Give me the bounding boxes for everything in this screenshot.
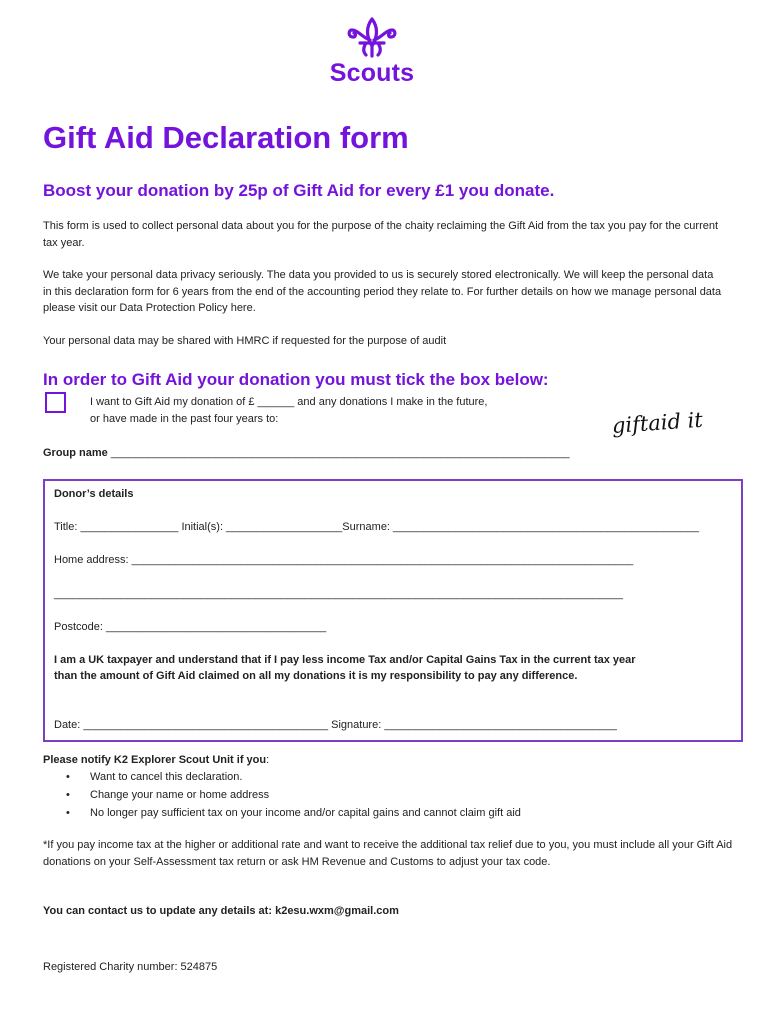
- higher-rate-footnote: *If you pay income tax at the higher or additional rate and want to receive the additional tax relief due to you, you must include all your Gift Aid donations on your Self-Assessment tax return or ask HM Revenue and Customs to adjust your tax code.: [43, 839, 733, 868]
- initials-label: Initial(s):: [181, 521, 223, 533]
- giftaid-it-logo: giftaid it: [611, 407, 704, 438]
- title-label: Title:: [54, 521, 78, 533]
- taxpayer-statement: [54, 652, 636, 684]
- donor-details-heading: Donor’s details: [54, 488, 134, 500]
- group-name-blank: ___________________________________________________________________________: [107, 447, 570, 459]
- contact-line: [43, 903, 399, 919]
- title-blank: ________________: [77, 521, 182, 533]
- charity-number: Registered Charity number: 524875: [43, 961, 218, 973]
- surname-blank: __________________________________________________: [390, 521, 699, 533]
- declaration-text: [90, 394, 487, 427]
- date-label: Date:: [54, 719, 81, 731]
- surname-label: Surname:: [342, 521, 390, 533]
- intro-paragraph-hmrc: Your personal data may be shared with HMRC if requested for the purpose of audit: [43, 335, 447, 347]
- page-title: Gift Aid Declaration form: [43, 120, 409, 155]
- home-address-field[interactable]: [54, 552, 633, 568]
- home-address-blank: __________________________________________________________________________________: [128, 554, 634, 566]
- date-blank: ________________________________________: [80, 719, 332, 731]
- signature-label: Signature:: [331, 719, 382, 731]
- scouts-wordmark: Scouts: [329, 59, 415, 87]
- notify-heading: [43, 752, 269, 768]
- list-item: • No longer pay sufficient tax on your income and/or capital gains and cannot claim gift aid: [43, 804, 521, 822]
- initials-blank: ___________________: [223, 521, 343, 533]
- taxpayer-statement-line-2: than the amount of Gift Aid claimed on all my donations it is my responsibility to pay any difference.: [54, 670, 578, 682]
- gift-aid-checkbox[interactable]: [45, 392, 66, 413]
- intro-paragraph-privacy: We take your personal data privacy seriously. The data you provided to us is securely stored electronically. We will keep the personal data in this declaration form for 6 years from the end of the accounting period they relate to. For further details on how we manage personal data please visit our Data Protection Policy here.: [43, 269, 722, 314]
- postcode-blank: ____________________________________: [102, 621, 327, 633]
- list-item: • Want to cancel this declaration.: [43, 768, 521, 786]
- scouts-logo: [316, 16, 428, 88]
- list-item: • Change your name or home address: [43, 786, 521, 804]
- donor-name-row[interactable]: [54, 519, 699, 535]
- declaration-line-1: I want to Gift Aid my donation of £ ______ and any donations I make in the future,: [90, 396, 488, 408]
- declaration-line-2: or have made in the past four years to:: [90, 412, 279, 425]
- group-name-label: Group name: [43, 447, 108, 459]
- signature-blank: ______________________________________: [381, 719, 617, 731]
- home-address-line-2[interactable]: _____________________________________________________________________________________________: [54, 588, 623, 600]
- declaration-heading: In order to Gift Aid your donation you must tick the box below:: [43, 370, 549, 389]
- group-name-field[interactable]: [43, 445, 570, 461]
- contact-label: You can contact us to update any details at:: [43, 905, 273, 917]
- date-signature-row[interactable]: [54, 717, 617, 733]
- home-address-label: Home address:: [54, 554, 129, 566]
- fleur-de-lis-icon: [346, 16, 398, 58]
- notify-list: [43, 768, 521, 822]
- intro-paragraph-purpose: This form is used to collect personal data about you for the purpose of the chaity reclaiming the Gift Aid from the tax you pay for the current tax year.: [43, 220, 719, 249]
- postcode-label: Postcode:: [54, 621, 103, 633]
- taxpayer-statement-line-1: I am a UK taxpayer and understand that if I pay less income Tax and/or Capital Gains Tax in the current tax year: [54, 654, 636, 666]
- postcode-field[interactable]: [54, 619, 326, 635]
- notify-heading-text: Please notify K2 Explorer Scout Unit if you: [43, 754, 267, 766]
- notify-heading-colon: :: [266, 754, 270, 766]
- page-subtitle: Boost your donation by 25p of Gift Aid for every £1 you donate.: [43, 181, 555, 200]
- contact-email-link[interactable]: k2esu.wxm@gmail.com: [275, 905, 399, 917]
